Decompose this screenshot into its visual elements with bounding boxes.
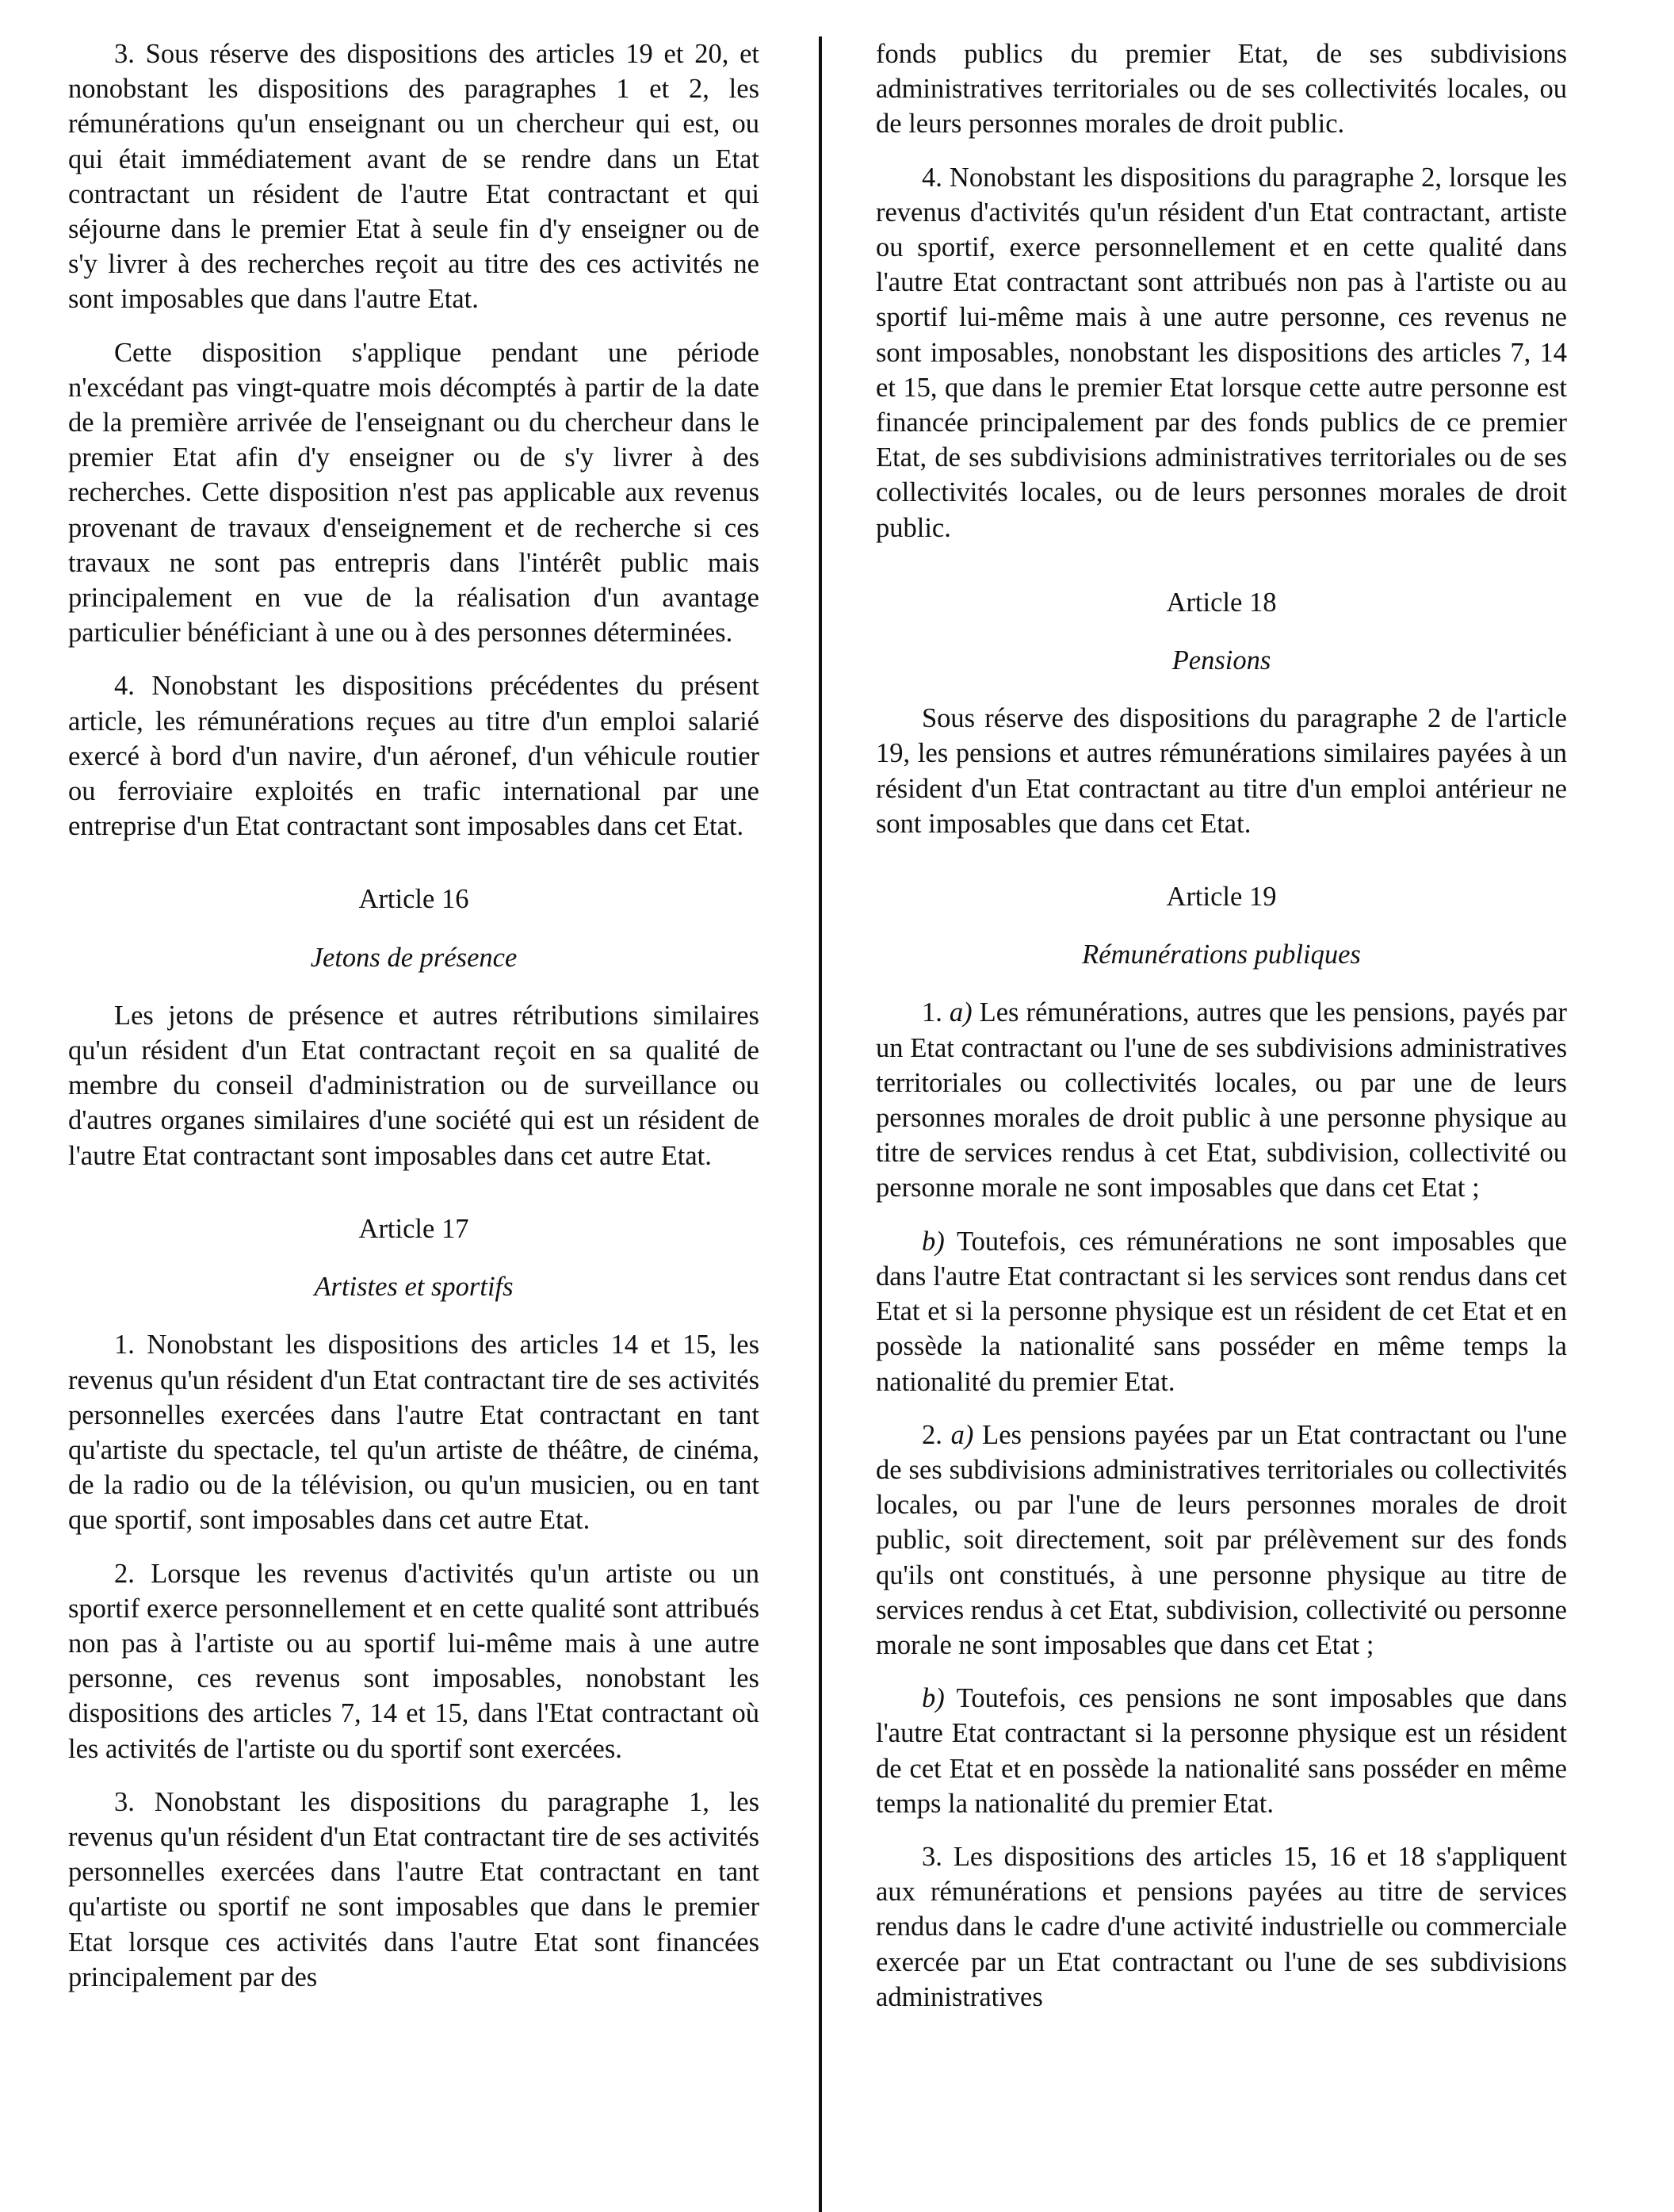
paragraph: 4. Nonobstant les dispositions précédentes du présent article, les rémunérations reçues au titre d'un emploi salarié exercé à bord d'un navire, d'un aéronef, d'un véhicule routier ou ferroviaire exploités en trafic international par une entreprise d'un Etat contractant sont imposables dans cet Etat. (68, 671, 759, 842)
left-column (68, 36, 759, 2013)
sub-label: a) (949, 997, 973, 1028)
paragraph-continued: fonds publics du premier Etat, de ses subdivisions administratives territoriales ou de ses collectivités locales, ou de leurs personnes morales de droit public. (876, 39, 1567, 140)
article-18-title: Pensions (1171, 645, 1271, 676)
paragraph-number: 2. (922, 1419, 951, 1450)
paragraph: 3. Sous réserve des dispositions des articles 19 et 20, et nonobstant les dispositions des paragraphes 1 et 2, les rémunérations qu'un enseignant ou un chercheur qui est, ou qui était immédiatement avant de se rendre dans un Etat contractant un résident de l'autre Etat contractant et qui séjourne dans le premier Etat à seule fin d'y enseigner ou de s'y livrer à des recherches reçoit au titre des ces activités ne sont imposables que dans l'autre Etat. (68, 39, 759, 315)
article-18-heading: Article 18 (1166, 587, 1277, 618)
article-19-heading: Article 19 (1166, 882, 1277, 913)
paragraph (876, 995, 1567, 1205)
paragraph-text: Les pensions payées par un Etat contractant ou l'une de ses subdivisions administratives territoriales ou collectivités locales, ou par l'une de leurs personnes morales de droit public, soit directement, soit par prélèvement sur des fonds qu'ils ont constitués, à une personne physique au titre de services rendus à cet Etat, subdivision, collectivité ou personne morale ne sont imposables que dans cet Etat ; (876, 1419, 1567, 1660)
paragraph (876, 1681, 1567, 1821)
paragraph: 4. Nonobstant les dispositions du paragraphe 2, lorsque les revenus d'activités qu'un résident d'un Etat contractant, artiste ou sportif, exerce personnellement et en cette qualité dans l'autre Etat contractant sont attribués non pas à l'artiste ou au sportif lui-même mais à une autre personne, ces revenus ne sont imposables, nonobstant les dispositions des articles 7, 14 et 15, que dans le premier Etat lorsque cette autre personne est financée principalement par des fonds publics de ce premier Etat, de ses subdivisions administratives territoriales ou de ses collectivités locales, ou de leurs personnes morales de droit public. (876, 162, 1567, 543)
sub-label: a) (950, 1419, 974, 1450)
paragraph: Sous réserve des dispositions du paragraphe 2 de l'article 19, les pensions et autres rémunérations similaires payées à un résident d'un Etat contractant au titre d'un emploi antérieur ne sont imposables que dans cet Etat. (876, 703, 1567, 839)
sub-label: b) (922, 1226, 945, 1257)
paragraph (876, 1418, 1567, 1663)
paragraph: 1. Nonobstant les dispositions des articles 14 et 15, les revenus qu'un résident d'un Etat contractant tire de ses activités personnelles exercées dans l'autre Etat contractant en tant qu'artiste du spectacle, tel qu'un artiste de théâtre, de cinéma, de la radio ou de la télévision, ou qu'un musicien, ou en tant que sportif, sont imposables dans cet autre Etat. (68, 1330, 759, 1536)
paragraph-number: 1. (922, 997, 950, 1028)
right-column (876, 36, 1567, 2033)
sub-label: b) (922, 1683, 945, 1714)
paragraph: 3. Nonobstant les dispositions du paragraphe 1, les revenus qu'un résident d'un Etat contractant tire de ses activités personnelles exercées dans l'autre Etat contractant en tant qu'artiste ou sportif ne sont imposables que dans le premier Etat lorsque ces activités dans l'autre Etat sont financées principalement par des (68, 1786, 759, 1992)
article-17-title: Artistes et sportifs (314, 1272, 514, 1303)
paragraph: Cette disposition s'applique pendant une période n'excédant pas vingt-quatre mois décomptés à partir de la date de la première arrivée de l'enseignant ou du chercheur dans le premier Etat afin d'y enseigner ou de s'y livrer à des recherches. Cette disposition n'est pas applicable aux revenus provenant de travaux d'enseignement et de recherche si ces travaux ne sont pas entrepris dans l'intérêt public mais principalement en vue de la réalisation d'un avantage particulier bénéficiant à une ou à des personnes déterminées. (68, 337, 759, 649)
paragraph-text: Les rémunérations, autres que les pensions, payés par un Etat contractant ou l'une de ses subdivisions administratives territoriales ou collectivités locales, ou par une de leurs personnes morales de droit public à une personne physique au titre de services rendus à cet Etat, subdivision, collectivité ou personne morale ne sont imposables que dans cet Etat ; (876, 997, 1567, 1204)
article-16-heading: Article 16 (358, 884, 469, 915)
article-16-title: Jetons de présence (310, 942, 518, 973)
paragraph-text: Toutefois, ces pensions ne sont imposables que dans l'autre Etat contractant si la personne physique est un résident de cet Etat et en possède la nationalité sans posséder en même temps la nationalité du premier Etat. (876, 1683, 1567, 1819)
paragraph: 3. Les dispositions des articles 15, 16 et 18 s'appliquent aux rémunérations et pensions payées au titre de services rendus dans le cadre d'une activité industrielle ou commerciale exercée par un Etat contractant ou l'une de ses subdivisions administratives (876, 1841, 1567, 2012)
paragraph (876, 1224, 1567, 1399)
paragraph-text: Toutefois, ces rémunérations ne sont imposables que dans l'autre Etat contractant si les services sont rendus dans cet Etat et si la personne physique est un résident de cet Etat et en possède la nationalité sans posséder en même temps la nationalité du premier Etat. (876, 1226, 1567, 1397)
column-divider (819, 36, 822, 2212)
paragraph: Les jetons de présence et autres rétributions similaires qu'un résident d'un Etat contractant reçoit en sa qualité de membre du conseil d'administration ou de surveillance ou d'autres organes similaires d'une société qui est un résident de l'autre Etat contractant sont imposables dans cet autre Etat. (68, 1000, 759, 1171)
article-17-heading: Article 17 (358, 1213, 469, 1244)
paragraph: 2. Lorsque les revenus d'activités qu'un artiste ou un sportif exerce personnellement et en cette qualité sont attribués non pas à l'artiste ou au sportif lui-même mais à une autre personne, ces revenus sont imposables, nonobstant les dispositions des articles 7, 14 et 15, dans l'Etat contractant où les activités de l'artiste ou du sportif sont exercées. (68, 1558, 759, 1764)
article-19-title: Rémunérations publiques (1082, 940, 1361, 970)
